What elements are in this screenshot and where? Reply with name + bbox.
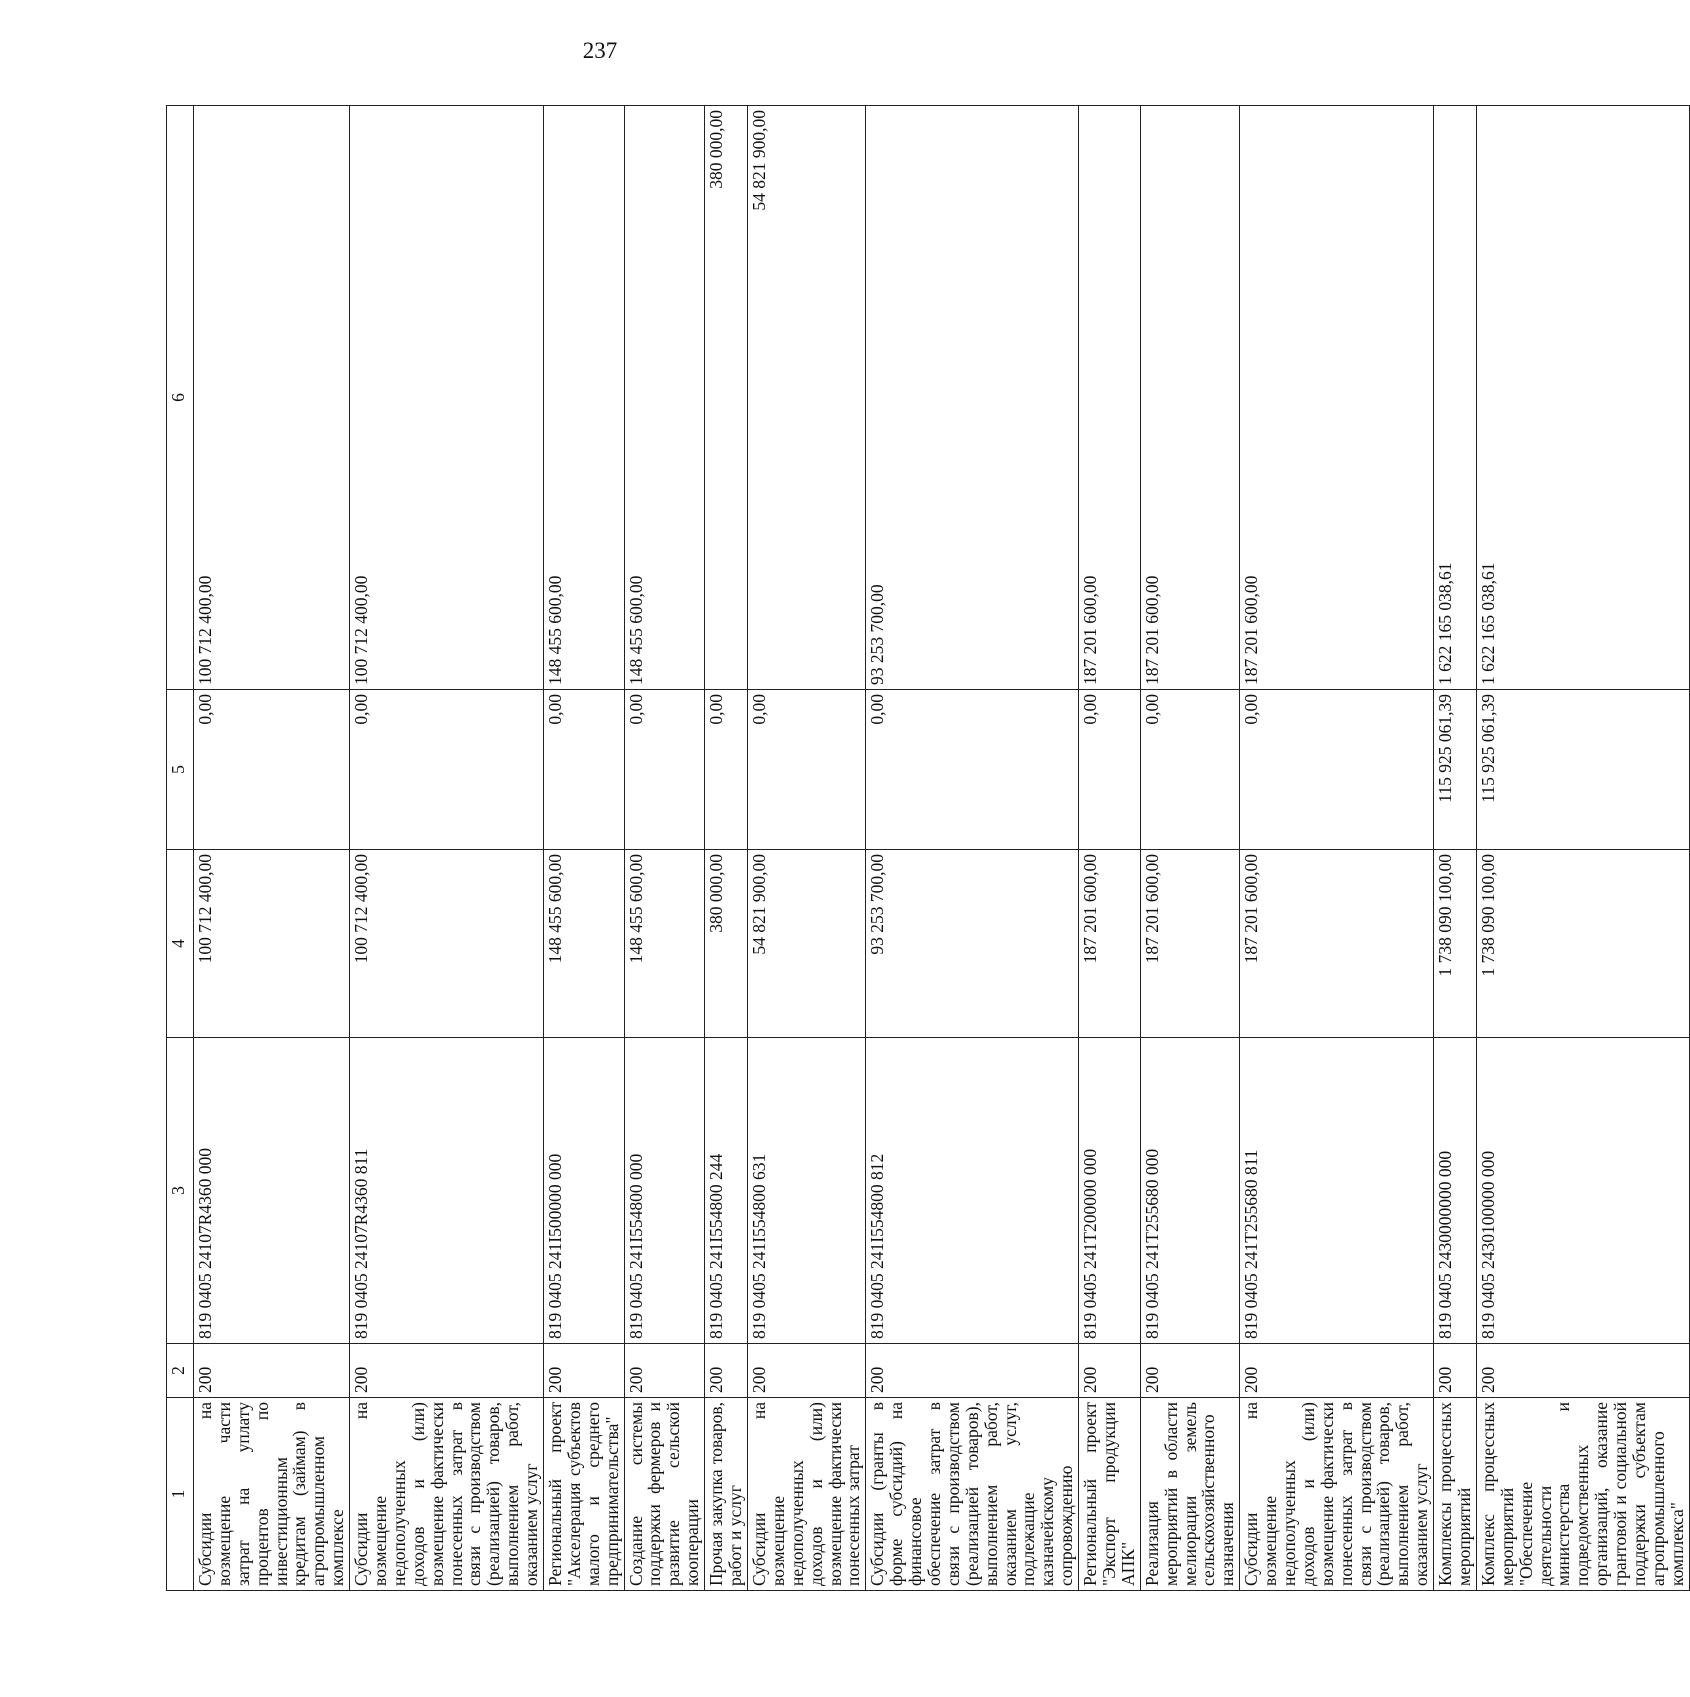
row-col4: 100 712 400,00: [350, 850, 544, 1038]
header-col-5: 5: [167, 690, 194, 850]
row-code: 819 0405 24107R4360 000: [194, 1038, 350, 1344]
row-name: Прочая закупка товаров, работ и услуг: [705, 1398, 748, 1591]
row-col6: 54 821 900,00: [747, 106, 865, 690]
row-col5: 0,00: [747, 690, 865, 850]
row-col6: 148 455 600,00: [544, 106, 625, 690]
row-code: 819 0405 241I554800 244: [705, 1038, 748, 1344]
row-admin: 200: [1240, 1344, 1434, 1398]
row-col5: 0,00: [350, 690, 544, 850]
row-name: Региональный проект "Экспорт продукции АПК": [1079, 1398, 1141, 1591]
row-col5: 0,00: [1140, 690, 1239, 850]
row-name: Субсидии на возмещение части затрат на уплату процентов по инвестиционным кредитам (займам) в агропромышленном комплексе: [194, 1398, 350, 1591]
row-col4: 100 712 400,00: [194, 850, 350, 1038]
table-row: [866, 106, 1079, 1591]
row-code: 819 0405 241I554800 812: [866, 1038, 1079, 1344]
row-admin: 200: [1476, 1344, 1689, 1398]
row-col4: 380 000,00: [705, 850, 748, 1038]
row-code: 819 0405 241T255680 000: [1140, 1038, 1239, 1344]
row-code: 819 0405 2430000000 000: [1434, 1038, 1477, 1344]
budget-table: [166, 105, 1690, 1591]
row-col5: 0,00: [194, 690, 350, 850]
row-name: Субсидии на возмещение недополученных доходов и (или) возмещение фактически понесенных затрат в связи с производством (реализацией) товаров, выполнением работ, оказанием услуг: [1240, 1398, 1434, 1591]
table-row: [747, 106, 865, 1591]
row-admin: 200: [705, 1344, 748, 1398]
table-row: [705, 106, 748, 1591]
row-col6: 100 712 400,00: [194, 106, 350, 690]
row-code: 819 0405 241I500000 000: [544, 1038, 625, 1344]
header-col-2: 2: [167, 1344, 194, 1398]
row-col4: 93 253 700,00: [866, 850, 1079, 1038]
row-name: Создание системы поддержки фермеров и развитие сельской кооперации: [624, 1398, 705, 1591]
table-row: [1240, 106, 1434, 1591]
row-col5: 0,00: [1240, 690, 1434, 850]
row-admin: 200: [1079, 1344, 1141, 1398]
row-col4: 1 738 090 100,00: [1434, 850, 1477, 1038]
row-col6: 93 253 700,00: [866, 106, 1079, 690]
row-admin: 200: [194, 1344, 350, 1398]
row-col5: 115 925 061,39: [1434, 690, 1477, 850]
table-row: [624, 106, 705, 1591]
table-row: [1140, 106, 1239, 1591]
row-col5: 0,00: [1079, 690, 1141, 850]
row-admin: 200: [350, 1344, 544, 1398]
row-col6: 187 201 600,00: [1240, 106, 1434, 690]
row-code: 819 0405 2430100000 000: [1476, 1038, 1689, 1344]
table-row: [1079, 106, 1141, 1591]
row-name: Реализация мероприятий в области мелиорации земель сельскохозяйственного назначения: [1140, 1398, 1239, 1591]
page-number: 237: [582, 38, 618, 63]
row-col5: 115 925 061,39: [1476, 690, 1689, 850]
header-col-4: 4: [167, 850, 194, 1038]
row-name: Субсидии (гранты в форме субсидий) на финансовое обеспечение затрат в связи с производством (реализацией товаров), выполнением работ, оказанием услуг, подлежащие казначейскому сопровождению: [866, 1398, 1079, 1591]
row-col6: 187 201 600,00: [1140, 106, 1239, 690]
header-col-3: 3: [167, 1038, 194, 1344]
row-code: 819 0405 241I554800 000: [624, 1038, 705, 1344]
row-col5: 0,00: [705, 690, 748, 850]
row-col6: 100 712 400,00: [350, 106, 544, 690]
row-code: 819 0405 24107R4360 811: [350, 1038, 544, 1344]
row-name: Комплекс процессных мероприятий "Обеспечение деятельности министерства и подведомственных организаций, оказание грантовой и социальной поддержки субъектам агропромышленного комплекса": [1476, 1398, 1689, 1591]
row-col6: 380 000,00: [705, 106, 748, 690]
row-col5: 0,00: [866, 690, 1079, 850]
table-row: [1434, 106, 1477, 1591]
row-code: 819 0405 241I554800 631: [747, 1038, 865, 1344]
row-col4: 187 201 600,00: [1240, 850, 1434, 1038]
row-admin: 200: [544, 1344, 625, 1398]
row-name: Комплексы процессных мероприятий: [1434, 1398, 1477, 1591]
table-row: [1476, 106, 1689, 1591]
row-col6: 187 201 600,00: [1079, 106, 1141, 690]
row-col4: 187 201 600,00: [1140, 850, 1239, 1038]
row-name: Региональный проект "Акселерация субъектов малого и среднего предпринимательства": [544, 1398, 625, 1591]
row-col6: 1 622 165 038,61: [1434, 106, 1477, 690]
row-name: Субсидии на возмещение недополученных доходов и (или) возмещение фактически понесенных затрат: [747, 1398, 865, 1591]
row-admin: 200: [866, 1344, 1079, 1398]
row-col4: 148 455 600,00: [624, 850, 705, 1038]
table-row: [544, 106, 625, 1591]
row-admin: 200: [747, 1344, 865, 1398]
header-row: [167, 106, 194, 1591]
row-name: Субсидии на возмещение недополученных доходов и (или) возмещение фактически понесенных затрат в связи с производством (реализацией) товаров, выполнением работ, оказанием услуг: [350, 1398, 544, 1591]
row-col5: 0,00: [544, 690, 625, 850]
rotated-table-container: [166, 108, 1687, 1591]
row-col5: 0,00: [624, 690, 705, 850]
table-row: [194, 106, 350, 1591]
row-admin: 200: [624, 1344, 705, 1398]
row-col4: 1 738 090 100,00: [1476, 850, 1689, 1038]
row-col4: 54 821 900,00: [747, 850, 865, 1038]
row-code: 819 0405 241T200000 000: [1079, 1038, 1141, 1344]
header-col-6: 6: [167, 106, 194, 690]
row-code: 819 0405 241T255680 811: [1240, 1038, 1434, 1344]
row-col6: 148 455 600,00: [624, 106, 705, 690]
table-row: [350, 106, 544, 1591]
header-col-1: 1: [167, 1398, 194, 1591]
row-admin: 200: [1140, 1344, 1239, 1398]
row-col4: 187 201 600,00: [1079, 850, 1141, 1038]
row-col6: 1 622 165 038,61: [1476, 106, 1689, 690]
row-col4: 148 455 600,00: [544, 850, 625, 1038]
row-admin: 200: [1434, 1344, 1477, 1398]
